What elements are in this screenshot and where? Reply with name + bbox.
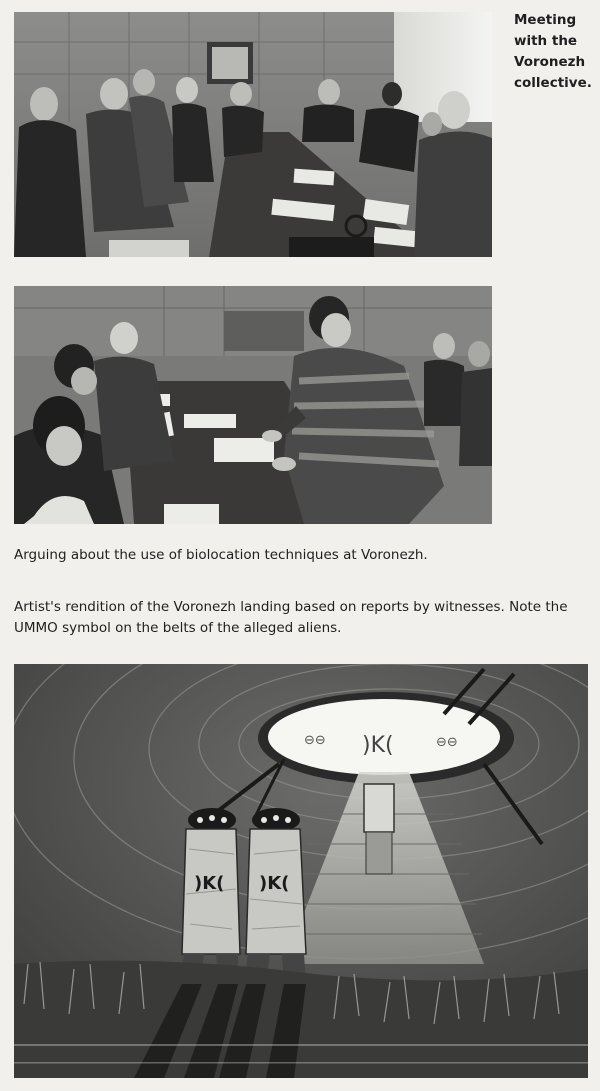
meeting-caption: Meeting with the Voronezh collective.	[514, 12, 592, 91]
arguing-caption: Arguing about the use of biolocation techniques at Voronezh.	[14, 547, 428, 563]
svg-text:)K(: )K(	[194, 873, 225, 894]
artist-rendition-painting	[14, 664, 588, 1078]
meeting-photo-image	[14, 12, 492, 257]
arguing-photo	[14, 286, 492, 524]
svg-text:)K(: )K(	[362, 733, 394, 758]
svg-text:⊖⊖: ⊖⊖	[304, 733, 326, 748]
svg-text:⊖⊖: ⊖⊖	[436, 735, 458, 750]
landing-painting-image	[14, 664, 588, 1078]
arguing-photo-image	[14, 286, 492, 524]
artist-rendition-caption: Artist's rendition of the Voronezh landing based on reports by witnesses. Note the UMMO symbol on the belts of the alleged aliens.	[14, 599, 568, 636]
meeting-photo	[14, 12, 492, 257]
svg-text:)K(: )K(	[259, 873, 290, 894]
